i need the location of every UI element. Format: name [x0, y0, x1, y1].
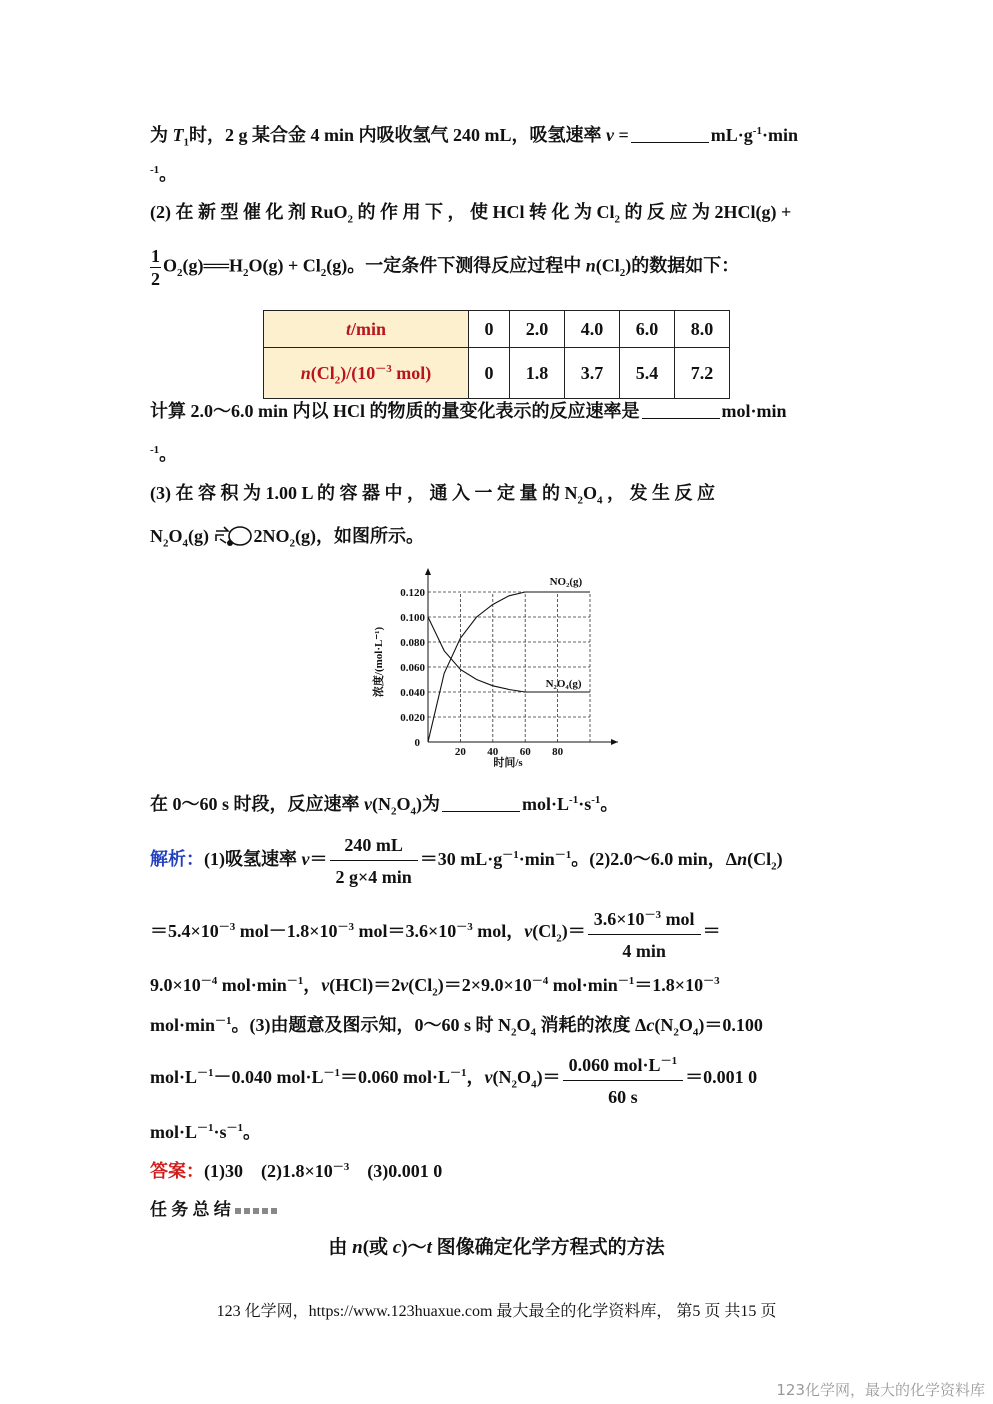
answer-line: 答案：(1)30 $(2)1.8\times 10^{-3}$ (3)0.001 0 [150, 1161, 443, 1181]
question-line-6: $^{-1}$。 [150, 444, 178, 464]
y-tick-label: 0.100 [400, 612, 425, 624]
question-line-4: $\frac{1}{2}$ $O_2(g)══H_2O(g) + Cl_2(g)$。一定条件下测得反应过程中 $n(Cl_2)$的数据如下： [151, 246, 740, 289]
y-tick-label: 0.020 [400, 712, 425, 724]
table-cell: 8.0 [675, 311, 730, 348]
solution-label: 解析： [150, 849, 204, 870]
table-cell: 0 [469, 348, 510, 399]
y-tick-label: 0.080 [400, 637, 425, 649]
table-cell: 7.2 [675, 348, 730, 399]
table-cell: 6.0 [620, 311, 675, 348]
data-table [263, 310, 730, 399]
answer-label: 答案： [150, 1161, 204, 1181]
y-tick-label: 0.040 [400, 687, 425, 699]
question-line-7: (3) 在 容 积 为 1.00 L 的 容 器 中 ， 通 入 一 定 量 的 $N_2O_4$ ， 发 生 反 应 [150, 483, 716, 507]
x-tick-label: 0 [414, 737, 420, 749]
x-tick-label: 80 [552, 746, 564, 758]
table-cell: 3.7 [565, 348, 620, 399]
solution-line-4: $mol\cdot\min^{-1}$。(3)由题意及图示知，0～60 s 时 $N_2O_4$ 消耗的浓度 $\Delta c(N_2O_4)=0.100$ [150, 1015, 763, 1039]
concentration-chart [370, 562, 630, 772]
x-tick-label: 60 [519, 746, 531, 758]
y-tick-label: 0.060 [400, 662, 425, 674]
question-line-3: (2) 在 新 型 催 化 剂 RuO$_2$ 的 作 用 下 ， 使 HCl 转 化 为 $Cl_2$ 的 反 应 为 2HCl(g) + [150, 202, 792, 226]
table-row [264, 348, 730, 399]
y-axis-label: 浓度/(mol·L⁻¹) [373, 626, 385, 698]
section-title: 由 n(或 c)～t 图像确定化学方程式的方法 [328, 1237, 665, 1258]
question-line-2: $^{-1}$。 [150, 164, 178, 184]
table-cell: 1.8 [510, 348, 565, 399]
y-axis-arrow-icon [425, 568, 431, 575]
x-tick-label: 20 [454, 746, 466, 758]
table-cell: 2.0 [510, 311, 565, 348]
series-label: NO₂(g) [549, 576, 583, 588]
watermark: 123化学网，最大的化学资料库 [776, 1381, 985, 1399]
answer-blank [631, 124, 709, 143]
table-cell: 0 [469, 311, 510, 348]
table-cell: 5.4 [620, 348, 675, 399]
table-header-time: t/min [264, 311, 469, 348]
answer-blank [642, 400, 720, 419]
decorative-dots-icon [235, 1208, 279, 1214]
series-label: N₂O₄(g) [545, 678, 582, 690]
solution-line-2: $=5.4\times 10^{-3}$ $mol-1.8\times 10^{-3}$ $mol=3.6\times 10^{-3}$ mol，$v(Cl_2)=$ $\frac{3.6\times 10^{-3} mol}{4 \min}$ ＝ [150, 902, 721, 964]
solution-line-6: $mol\cdot L^{-1}\cdot s^{-1}$。 [150, 1122, 262, 1142]
table-cell: 4.0 [565, 311, 620, 348]
x-axis-arrow-icon [611, 739, 618, 745]
question-line-8: $N_2O_4(g)$ $2NO_2(g)$，如图所示。 [150, 526, 425, 550]
solution-line-3: $9.0\times 10^{-4}$ $mol\cdot\min^{-1}$，$v(HCl)=2v(Cl_2)=2\times 9.0\times 10^{-4}$ $mol\cdot\min^{-1}=1.8\times 10^{-3}$ [150, 975, 720, 999]
question-line-5: 计算 2.0～6.0 min 内以 HCl 的物质的量变化表示的反应速率是 mol·min [150, 401, 787, 421]
x-axis-label: 时间/s [493, 757, 523, 769]
table-header-amount: $n(Cl_2)/(10^{-3}$ mol) [264, 348, 469, 399]
solution-line-1: 解析：(1)吸氢速率 v＝ $\frac{240 mL}{2 g\times 4 \min}$ ＝30 $mL\cdot g^{-1}\cdot\min^{-1}$。(2)2.0～6.0 min，$\Delta n(Cl_2)$ [150, 832, 783, 890]
y-tick-label: 0.120 [400, 587, 425, 599]
question-line-9: 在 0～60 s 时段，反应速率 $v(N_2O_4)$为 $mol\cdot L^{-1}\cdot s^{-1}$。 [150, 794, 619, 818]
page-footer: 123 化学网，https://www.123huaxue.com 最大最全的化学资料库， 第5 页 共15 页 [216, 1303, 777, 1320]
x-tick-label: 40 [487, 746, 499, 758]
answer-blank [442, 793, 520, 812]
equilibrium-arrow-icon [214, 525, 254, 547]
solution-line-5: $mol\cdot L^{-1}-0.040$ $mol\cdot L^{-1}=0.060$ $mol\cdot L^{-1}$，$v(N_2O_4)=$ $\frac{0.060 mol\cdot L^{-1}}{60 s}$ ＝0.001 0 [150, 1048, 757, 1110]
summary-label: 任 务 总 结 [150, 1198, 279, 1222]
question-line-1: 为 $T_1$时，2 g 某合金 4 min 内吸收氢气 240 mL，吸氢速率 $v = mL\cdot g^{-1}\cdot\min$ [150, 125, 798, 149]
table-row [264, 311, 730, 348]
